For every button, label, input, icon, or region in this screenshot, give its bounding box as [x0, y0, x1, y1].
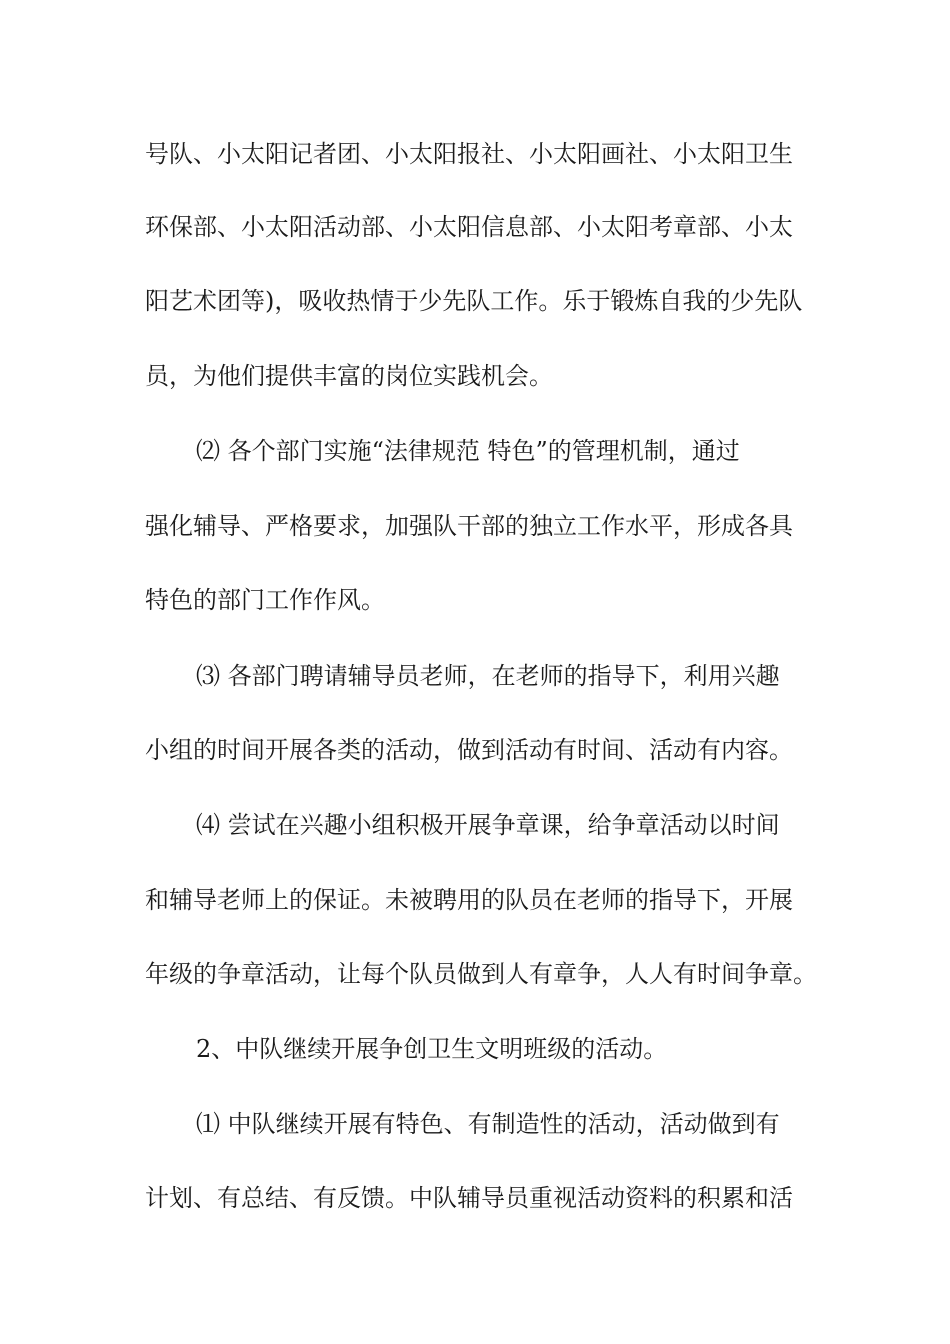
text-line-13: 2、中队继续开展争创卫生文明班级的活动。	[196, 1035, 668, 1063]
text-line-12: 年级的争章活动，让每个队员做到人有章争，人人有时间争章。	[145, 960, 817, 988]
text-line-14: ⑴ 中队继续开展有特色、有制造性的活动，活动做到有	[196, 1110, 780, 1138]
text-line-3: 阳艺术团等)，吸收热情于少先队工作。乐于锻炼自我的少先队	[145, 287, 803, 315]
text-line-9: 小组的时间开展各类的活动，做到活动有时间、活动有内容。	[145, 736, 793, 764]
text-line-10: ⑷ 尝试在兴趣小组积极开展争章课，给争章活动以时间	[196, 811, 780, 839]
text-line-11: 和辅导老师上的保证。未被聘用的队员在老师的指导下，开展	[145, 886, 793, 914]
text-line-5: ⑵ 各个部门实施“法律规范 特色”的管理机制，通过	[196, 437, 740, 465]
text-line-2: 环保部、小太阳活动部、小太阳信息部、小太阳考章部、小太	[145, 213, 793, 241]
text-line-1: 号队、小太阳记者团、小太阳报社、小太阳画社、小太阳卫生	[145, 140, 793, 168]
text-line-6: 强化辅导、严格要求，加强队干部的独立工作水平，形成各具	[145, 512, 793, 540]
text-line-8: ⑶ 各部门聘请辅导员老师，在老师的指导下，利用兴趣	[196, 662, 780, 690]
text-line-4: 员，为他们提供丰富的岗位实践机会。	[145, 362, 553, 390]
text-line-15: 计划、有总结、有反馈。中队辅导员重视活动资料的积累和活	[145, 1184, 793, 1212]
text-line-7: 特色的部门工作作风。	[145, 586, 385, 614]
